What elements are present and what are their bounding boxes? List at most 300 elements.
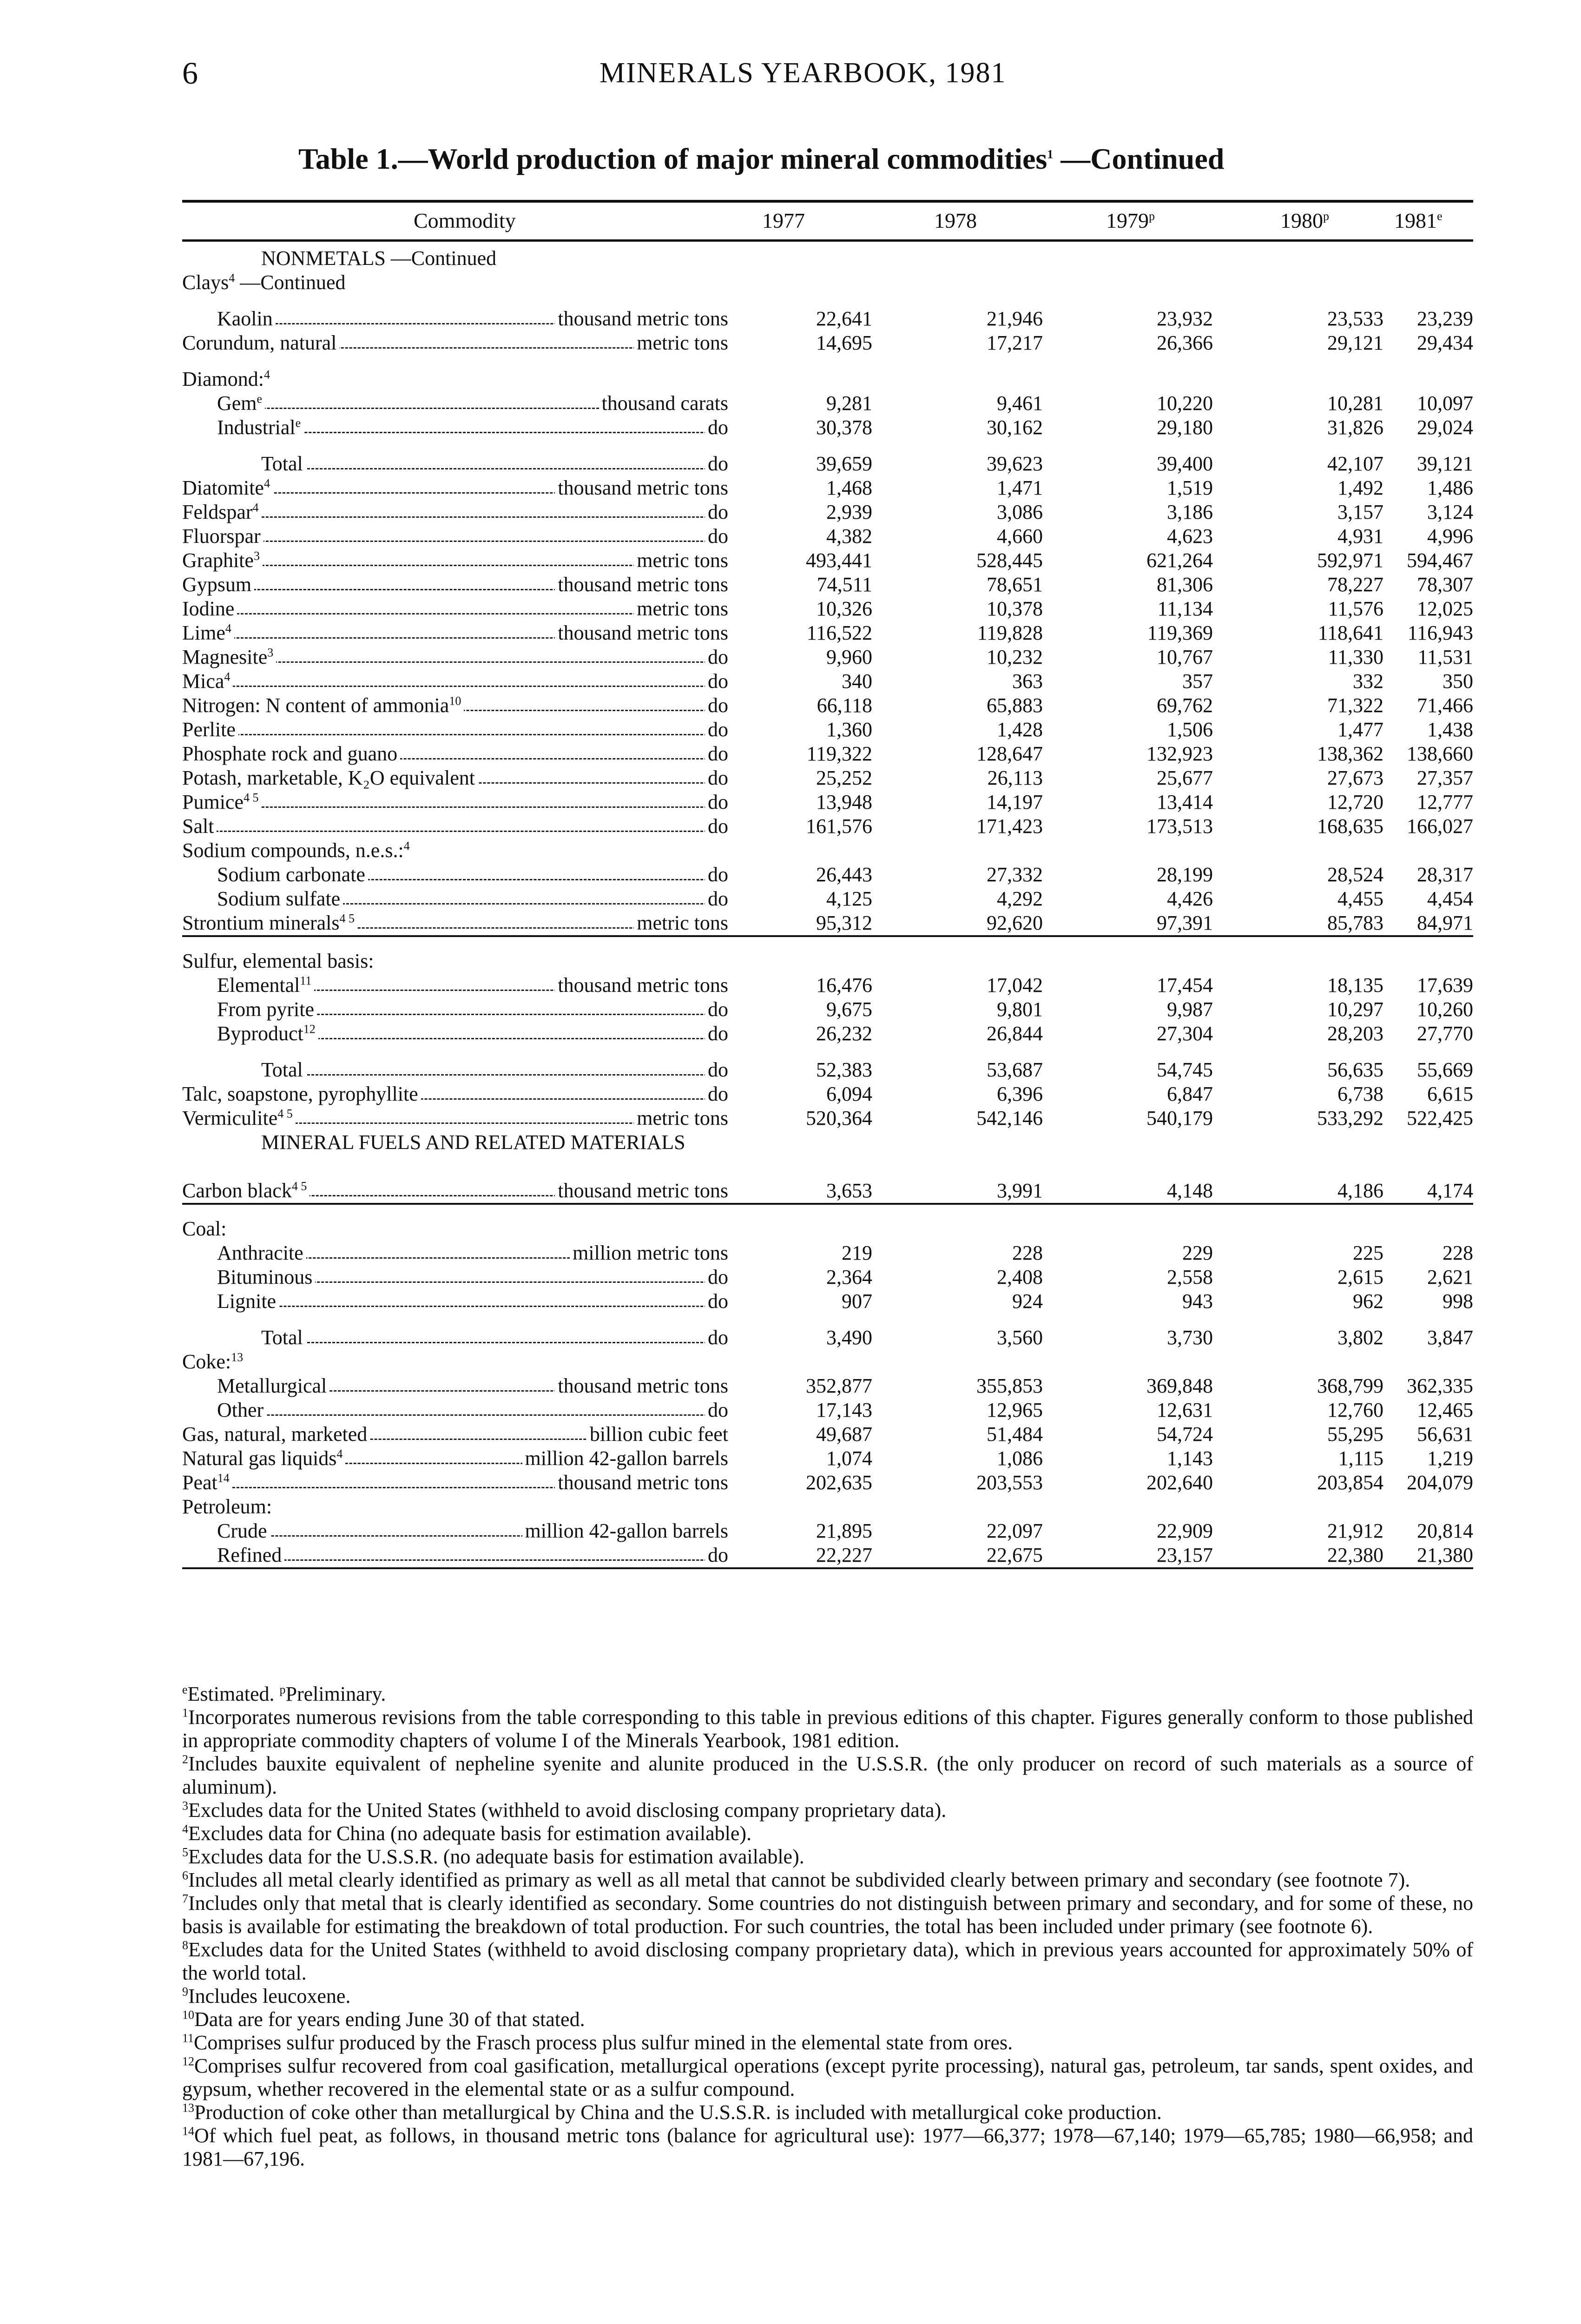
value-1977: 49,687 bbox=[816, 1423, 872, 1446]
value-1977: 6,094 bbox=[826, 1083, 872, 1105]
value-1977: 2,364 bbox=[826, 1266, 872, 1288]
value-1977: 95,312 bbox=[816, 911, 872, 934]
commodity-name: Diamond:$^4$ bbox=[182, 368, 273, 390]
value-1977: 22,227 bbox=[816, 1544, 872, 1566]
commodity-name: Pumice$^{4 5}$ bbox=[182, 791, 261, 813]
commodity-label bbox=[182, 718, 728, 742]
table-row bbox=[182, 1265, 1473, 1289]
value-1977: 16,476 bbox=[816, 974, 872, 997]
commodity-unit: do bbox=[705, 1265, 728, 1289]
table-row bbox=[182, 1422, 1473, 1446]
value-1981: 1,486 bbox=[1427, 476, 1473, 499]
value-1980: 78,227 bbox=[1327, 573, 1383, 596]
value-1980: 21,912 bbox=[1327, 1519, 1383, 1542]
table-row bbox=[182, 597, 1473, 621]
footnote-ref: 4 bbox=[229, 271, 235, 285]
value-1981: 55,669 bbox=[1417, 1058, 1473, 1081]
value-1978: 14,197 bbox=[987, 791, 1043, 813]
commodity-label bbox=[182, 271, 728, 295]
footnote-marker: 8 bbox=[182, 1938, 188, 1952]
footnote bbox=[182, 1822, 1473, 1845]
commodity-label bbox=[182, 1106, 728, 1130]
commodity-label bbox=[182, 838, 728, 863]
footnote-ref: 4 bbox=[225, 621, 231, 635]
commodity-name: Metallurgical bbox=[217, 1374, 329, 1397]
value-1981: 20,814 bbox=[1417, 1519, 1473, 1542]
footnote-text: Includes leucoxene. bbox=[188, 1985, 351, 2007]
value-1978: 3,991 bbox=[997, 1179, 1043, 1202]
value-1980: 11,576 bbox=[1328, 597, 1383, 620]
value-1979: 2,558 bbox=[1167, 1266, 1213, 1288]
commodity-unit: metric tons bbox=[634, 911, 728, 935]
value-1980: 29,121 bbox=[1327, 331, 1383, 354]
dot-leader bbox=[182, 516, 728, 518]
value-1979: 25,677 bbox=[1157, 766, 1213, 789]
table-row bbox=[182, 1350, 1473, 1374]
commodity-name: Sodium sulfate bbox=[217, 887, 343, 910]
commodity-name: Sodium compounds, n.e.s.:$^4$ bbox=[182, 839, 413, 862]
commodity-unit: do bbox=[705, 814, 728, 838]
commodity-label bbox=[217, 863, 728, 887]
commodity-unit: million metric tons bbox=[570, 1241, 728, 1265]
table-row bbox=[182, 1082, 1473, 1106]
value-1978: 128,647 bbox=[976, 742, 1043, 765]
value-1979: 4,426 bbox=[1167, 887, 1213, 910]
value-1979: 229 bbox=[1182, 1241, 1213, 1264]
commodity-label bbox=[261, 1326, 728, 1350]
value-1977: 21,895 bbox=[816, 1519, 872, 1542]
value-1977: 9,281 bbox=[826, 392, 872, 415]
commodity-name: Lime$^4$ bbox=[182, 621, 234, 644]
value-1981: 4,996 bbox=[1427, 525, 1473, 548]
column-header-1981-year: 1981 bbox=[1394, 209, 1437, 232]
commodity-unit: do bbox=[705, 524, 728, 548]
footnote-text: Includes all metal clearly identified as primary as well as all metal that cannot be subdivided clearly between primary and secondary (see footnote 7). bbox=[188, 1868, 1410, 1891]
commodity-label bbox=[182, 814, 728, 838]
footnote-ref: 4 bbox=[264, 368, 270, 382]
value-1980: 203,854 bbox=[1317, 1471, 1383, 1494]
header-rule-bottom bbox=[182, 239, 1473, 242]
value-1978: 2,408 bbox=[997, 1266, 1043, 1288]
dot-leader bbox=[217, 1306, 728, 1307]
column-header-1979 bbox=[1106, 208, 1155, 233]
value-1979: 3,186 bbox=[1167, 501, 1213, 523]
value-1981: 56,631 bbox=[1417, 1423, 1473, 1446]
footnote-marker: 1 bbox=[182, 1706, 188, 1720]
commodity-label bbox=[217, 997, 728, 1022]
commodity-suffix: —Continued bbox=[235, 271, 346, 294]
commodity-label bbox=[217, 1398, 728, 1422]
table-row bbox=[182, 246, 1473, 271]
value-1978: 30,162 bbox=[987, 416, 1043, 439]
value-1980: 225 bbox=[1353, 1241, 1383, 1264]
value-1979: 9,987 bbox=[1167, 998, 1213, 1021]
commodity-label bbox=[217, 887, 728, 911]
column-header-1979-year: 1979 bbox=[1106, 209, 1149, 232]
value-1981: 166,027 bbox=[1407, 815, 1473, 838]
table-row bbox=[182, 1241, 1473, 1265]
value-1978: 6,396 bbox=[997, 1083, 1043, 1105]
footnote-text: Excludes data for the U.S.S.R. (no adequate basis for estimation available). bbox=[188, 1845, 804, 1868]
table-row bbox=[182, 997, 1473, 1022]
table-row bbox=[182, 718, 1473, 742]
commodity-unit: million 42-gallon barrels bbox=[522, 1519, 728, 1543]
value-1977: 493,441 bbox=[806, 549, 872, 572]
commodity-label bbox=[182, 1422, 728, 1446]
footnote-text: Includes only that metal that is clearly identified as secondary. Some countries do not distinguish between primary and secondary, and for some of these, no basis is available for estimating the breakdown of total production. For such countries, the total has been included under primary (see footnote 6). bbox=[182, 1892, 1473, 1938]
commodity-label bbox=[182, 573, 728, 597]
commodity-label bbox=[261, 246, 807, 271]
value-1981: 594,467 bbox=[1407, 549, 1473, 572]
value-1979: 11,134 bbox=[1157, 597, 1213, 620]
value-1981: 12,025 bbox=[1417, 597, 1473, 620]
value-1981: 12,465 bbox=[1417, 1399, 1473, 1421]
commodity-label bbox=[217, 307, 728, 331]
value-1981: 2,621 bbox=[1427, 1266, 1473, 1288]
value-1977: 202,635 bbox=[806, 1471, 872, 1494]
value-1977: 39,659 bbox=[816, 452, 872, 475]
footnote-ref: 11 bbox=[300, 974, 312, 988]
value-1980: 56,635 bbox=[1327, 1058, 1383, 1081]
column-header-1980 bbox=[1280, 208, 1329, 233]
value-1979: 132,923 bbox=[1146, 742, 1213, 765]
commodity-unit: do bbox=[705, 645, 728, 669]
value-1981: 350 bbox=[1443, 670, 1473, 693]
value-1979: 81,306 bbox=[1157, 573, 1213, 596]
table-row bbox=[182, 1471, 1473, 1495]
commodity-unit: do bbox=[705, 863, 728, 887]
value-1978: 39,623 bbox=[987, 452, 1043, 475]
commodity-unit: do bbox=[705, 887, 728, 911]
value-1980: 22,380 bbox=[1327, 1544, 1383, 1566]
table-row bbox=[182, 1519, 1473, 1543]
value-1981: 10,097 bbox=[1417, 392, 1473, 415]
footnote-text: Comprises sulfur produced by the Frasch process plus sulfur mined in the elemental state from ores. bbox=[194, 2031, 1013, 2054]
footnote-text: Estimated. bbox=[187, 1683, 280, 1705]
commodity-label bbox=[182, 693, 728, 718]
table-row bbox=[182, 391, 1473, 416]
value-1977: 30,378 bbox=[816, 416, 872, 439]
commodity-name: Fluorspar bbox=[182, 525, 264, 548]
commodity-name: Crude bbox=[217, 1519, 270, 1542]
value-1977: 3,490 bbox=[826, 1326, 872, 1349]
table-row bbox=[182, 1130, 1473, 1179]
footnote-text: Preliminary. bbox=[285, 1683, 386, 1705]
commodity-name: Vermiculite$^{4 5}$ bbox=[182, 1107, 296, 1129]
footnote-ref: 3 bbox=[267, 646, 274, 660]
footnote-ref: 14 bbox=[217, 1471, 230, 1485]
value-1980: 592,971 bbox=[1317, 549, 1383, 572]
column-header-1981 bbox=[1394, 208, 1443, 233]
commodity-name: Phosphate rock and guano bbox=[182, 742, 400, 765]
dot-leader bbox=[182, 734, 728, 735]
table-row bbox=[182, 416, 1473, 440]
value-1979: 10,767 bbox=[1157, 646, 1213, 668]
value-1978: 12,965 bbox=[987, 1399, 1043, 1421]
value-1981: 228 bbox=[1443, 1241, 1473, 1264]
value-1979: 23,932 bbox=[1157, 307, 1213, 330]
table-row bbox=[182, 452, 1473, 476]
commodity-name: Total bbox=[261, 1326, 306, 1349]
commodity-unit: do bbox=[705, 693, 728, 718]
commodity-name: Anthracite bbox=[217, 1241, 306, 1264]
value-1978: 26,844 bbox=[987, 1022, 1043, 1045]
commodity-label bbox=[217, 1265, 728, 1289]
commodity-unit: thousand metric tons bbox=[555, 1374, 728, 1398]
value-1978: 22,675 bbox=[987, 1544, 1043, 1566]
value-1980: 4,186 bbox=[1337, 1179, 1383, 1202]
commodity-label bbox=[182, 1350, 728, 1374]
value-1979: 119,369 bbox=[1147, 621, 1213, 644]
commodity-unit: do bbox=[705, 1543, 728, 1567]
footnote bbox=[182, 2101, 1473, 2124]
value-1978: 3,086 bbox=[997, 501, 1043, 523]
table-title-footnote-ref: 1 bbox=[1047, 147, 1054, 161]
value-1977: 161,576 bbox=[806, 815, 872, 838]
value-1980: 18,135 bbox=[1327, 974, 1383, 997]
footnote bbox=[182, 2031, 1473, 2054]
footnote-ref: 13 bbox=[231, 1350, 244, 1364]
table-row bbox=[182, 524, 1473, 548]
commodity-name: Strontium minerals$^{4 5}$ bbox=[182, 911, 357, 934]
value-1978: 27,332 bbox=[987, 863, 1043, 886]
value-1977: 907 bbox=[842, 1290, 872, 1313]
commodity-unit: do bbox=[705, 669, 728, 693]
commodity-name: Elemental$^{11}$ bbox=[217, 974, 314, 997]
commodity-name: Other bbox=[217, 1399, 266, 1421]
commodity-name: Kaolin bbox=[217, 307, 276, 330]
value-1978: 78,651 bbox=[987, 573, 1043, 596]
value-1979: 10,220 bbox=[1157, 392, 1213, 415]
value-1981: 17,639 bbox=[1417, 974, 1473, 997]
commodity-name: Total bbox=[261, 1058, 306, 1081]
table-title-text: Table 1.—World production of major mineral commodities bbox=[298, 142, 1047, 175]
running-head: MINERALS YEARBOOK, 1981 bbox=[599, 57, 1007, 89]
footnote-ref: 4 5 bbox=[277, 1107, 293, 1121]
column-header-1980-year: 1980 bbox=[1280, 209, 1323, 232]
dot-leader bbox=[217, 1559, 728, 1561]
row-spacer bbox=[182, 355, 1473, 367]
table-title-suffix: —Continued bbox=[1053, 142, 1225, 175]
table-row bbox=[182, 949, 1473, 973]
value-1980: 3,157 bbox=[1337, 501, 1383, 523]
commodity-name: Natural gas liquids$^4$ bbox=[182, 1447, 345, 1470]
commodity-label bbox=[182, 1082, 728, 1106]
table-row bbox=[182, 742, 1473, 766]
value-1979: 1,519 bbox=[1167, 476, 1213, 499]
dot-leader bbox=[182, 831, 728, 832]
value-1979: 1,506 bbox=[1167, 718, 1213, 741]
value-1977: 17,143 bbox=[816, 1399, 872, 1421]
value-1978: 53,687 bbox=[987, 1058, 1043, 1081]
value-1981: 4,454 bbox=[1427, 887, 1473, 910]
commodity-label bbox=[182, 367, 728, 391]
commodity-label bbox=[217, 1374, 728, 1398]
table-row bbox=[182, 1289, 1473, 1314]
table-row bbox=[182, 1495, 1473, 1519]
value-1981: 28,317 bbox=[1417, 863, 1473, 886]
dot-leader bbox=[217, 1414, 728, 1416]
footnote-text: Incorporates numerous revisions from the table corresponding to this table in previous editions of this chapter. Figures generally conform to those published in appropriate commodity chapters of volume I of the Minerals Yearbook, 1981 edition. bbox=[182, 1706, 1473, 1752]
footnote bbox=[182, 1868, 1473, 1892]
value-1979: 97,391 bbox=[1157, 911, 1213, 934]
production-table bbox=[182, 246, 1473, 1569]
commodity-unit: metric tons bbox=[634, 548, 728, 573]
footnote-marker: 14 bbox=[182, 2124, 194, 2138]
value-1978: 363 bbox=[1012, 670, 1043, 693]
commodity-name: Coke:$^{13}$ bbox=[182, 1350, 246, 1373]
commodity-label bbox=[217, 1519, 728, 1543]
commodity-label bbox=[182, 949, 728, 973]
value-1979: 6,847 bbox=[1167, 1083, 1213, 1105]
commodity-name: Sulfur, elemental basis: bbox=[182, 950, 376, 972]
commodity-name: Iodine bbox=[182, 597, 237, 620]
value-1977: 219 bbox=[842, 1241, 872, 1264]
value-1978: 924 bbox=[1012, 1290, 1043, 1313]
value-1981: 1,219 bbox=[1427, 1447, 1473, 1470]
value-1981: 84,971 bbox=[1417, 911, 1473, 934]
value-1979: 17,454 bbox=[1157, 974, 1213, 997]
table-row bbox=[182, 621, 1473, 645]
footnote bbox=[182, 2054, 1473, 2101]
value-1978: 65,883 bbox=[987, 694, 1043, 717]
value-1981: 3,847 bbox=[1427, 1326, 1473, 1349]
dot-leader bbox=[261, 1342, 728, 1343]
value-1980: 12,720 bbox=[1327, 791, 1383, 813]
commodity-label bbox=[182, 524, 728, 548]
commodity-unit: thousand metric tons bbox=[555, 1471, 728, 1495]
footnote-text: Of which fuel peat, as follows, in thousand metric tons (balance for agricultural use): 1977—66,377; 1978—67,140; 1979—65,785; 1980—66,958; and 1981—67,196. bbox=[182, 2124, 1473, 2170]
value-1978: 1,086 bbox=[997, 1447, 1043, 1470]
value-1978: 1,471 bbox=[997, 476, 1043, 499]
footnote bbox=[182, 1845, 1473, 1868]
footnote-marker: 2 bbox=[182, 1752, 188, 1766]
value-1979: 54,745 bbox=[1157, 1058, 1213, 1081]
footnote-text: Data are for years ending June 30 of that stated. bbox=[194, 2008, 585, 2031]
commodity-name: Total bbox=[261, 452, 306, 475]
footnote-marker: 9 bbox=[182, 1985, 188, 1999]
table-row bbox=[182, 863, 1473, 887]
commodity-name: Corundum, natural bbox=[182, 331, 339, 354]
row-spacer bbox=[182, 1205, 1473, 1217]
commodity-unit: thousand metric tons bbox=[555, 307, 728, 331]
footnote bbox=[182, 1985, 1473, 2008]
value-1981: 12,777 bbox=[1417, 791, 1473, 813]
table-row bbox=[182, 500, 1473, 524]
commodity-name: NONMETALS —Continued bbox=[261, 247, 499, 270]
footnote bbox=[182, 1706, 1473, 1752]
value-1980: 138,362 bbox=[1317, 742, 1383, 765]
column-header-1979-mark: p bbox=[1149, 209, 1155, 223]
commodity-unit: metric tons bbox=[634, 1106, 728, 1130]
commodity-name: Potash, marketable, K₂O equivalent bbox=[182, 766, 478, 789]
value-1980: 12,760 bbox=[1327, 1399, 1383, 1421]
commodity-name: Refined bbox=[217, 1544, 284, 1566]
value-1979: 540,179 bbox=[1146, 1107, 1213, 1129]
value-1980: 2,615 bbox=[1337, 1266, 1383, 1288]
value-1977: 74,511 bbox=[817, 573, 872, 596]
footnote bbox=[182, 1799, 1473, 1822]
table-row bbox=[182, 790, 1473, 814]
value-1980: 962 bbox=[1353, 1290, 1383, 1313]
value-1977: 119,322 bbox=[806, 742, 872, 765]
commodity-unit: do bbox=[705, 997, 728, 1022]
footnote bbox=[182, 2124, 1473, 2171]
value-1978: 3,560 bbox=[997, 1326, 1043, 1349]
value-1977: 520,364 bbox=[806, 1107, 872, 1129]
value-1981: 39,121 bbox=[1417, 452, 1473, 475]
value-1981: 138,660 bbox=[1407, 742, 1473, 765]
page-number: 6 bbox=[182, 55, 198, 91]
footnote-marker: 6 bbox=[182, 1868, 188, 1882]
dot-leader bbox=[261, 1074, 728, 1076]
value-1980: 4,931 bbox=[1337, 525, 1383, 548]
table-row bbox=[182, 1022, 1473, 1046]
commodity-unit: million 42-gallon barrels bbox=[522, 1446, 728, 1471]
value-1981: 27,770 bbox=[1417, 1022, 1473, 1045]
value-1979: 173,513 bbox=[1146, 815, 1213, 838]
value-1981: 23,239 bbox=[1417, 307, 1473, 330]
commodity-label bbox=[261, 1130, 726, 1155]
commodity-label bbox=[217, 416, 728, 440]
footnote bbox=[182, 1752, 1473, 1799]
row-spacer bbox=[182, 1046, 1473, 1058]
commodity-name: Feldspar$^4$ bbox=[182, 501, 262, 523]
value-1979: 357 bbox=[1182, 670, 1213, 693]
value-1978: 17,217 bbox=[987, 331, 1043, 354]
commodity-unit: billion cubic feet bbox=[587, 1422, 728, 1446]
commodity-unit: do bbox=[705, 1022, 728, 1046]
table-row bbox=[182, 1374, 1473, 1398]
commodity-label bbox=[217, 391, 728, 416]
table-row bbox=[182, 887, 1473, 911]
commodity-unit: thousand metric tons bbox=[555, 1179, 728, 1203]
footnote-ref: 4 bbox=[252, 501, 259, 515]
commodity-name: From pyrite bbox=[217, 998, 317, 1021]
value-1981: 998 bbox=[1443, 1290, 1473, 1313]
value-1981: 78,307 bbox=[1417, 573, 1473, 596]
commodity-label bbox=[182, 500, 728, 524]
table-row bbox=[182, 973, 1473, 997]
dot-leader bbox=[182, 806, 728, 808]
value-1981: 21,380 bbox=[1417, 1544, 1473, 1566]
commodity-name: Gypsum bbox=[182, 573, 254, 596]
commodity-label bbox=[261, 452, 728, 476]
table-title bbox=[298, 142, 1224, 176]
footnote bbox=[182, 1938, 1473, 1985]
commodity-unit: thousand metric tons bbox=[555, 621, 728, 645]
commodity-name: Sodium carbonate bbox=[217, 863, 368, 886]
footnote-marker: 11 bbox=[182, 2031, 194, 2045]
footnote-marker: p bbox=[279, 1683, 286, 1697]
value-1980: 3,802 bbox=[1337, 1326, 1383, 1349]
row-spacer bbox=[182, 440, 1473, 452]
table-row bbox=[182, 573, 1473, 597]
footnote-text: Excludes data for the United States (withheld to avoid disclosing company proprietary data). bbox=[188, 1799, 947, 1822]
value-1978: 528,445 bbox=[976, 549, 1043, 572]
value-1977: 22,641 bbox=[816, 307, 872, 330]
table-row bbox=[182, 693, 1473, 718]
value-1980: 1,115 bbox=[1338, 1447, 1383, 1470]
value-1981: 29,434 bbox=[1417, 331, 1473, 354]
value-1977: 2,939 bbox=[826, 501, 872, 523]
value-1980: 10,281 bbox=[1327, 392, 1383, 415]
commodity-name: Industrial$^e$ bbox=[217, 416, 303, 439]
commodity-label bbox=[182, 476, 728, 500]
value-1977: 9,675 bbox=[826, 998, 872, 1021]
header-rule-top bbox=[182, 200, 1473, 203]
commodity-name: Nitrogen: N content of ammonia$^{10}$ bbox=[182, 694, 464, 717]
